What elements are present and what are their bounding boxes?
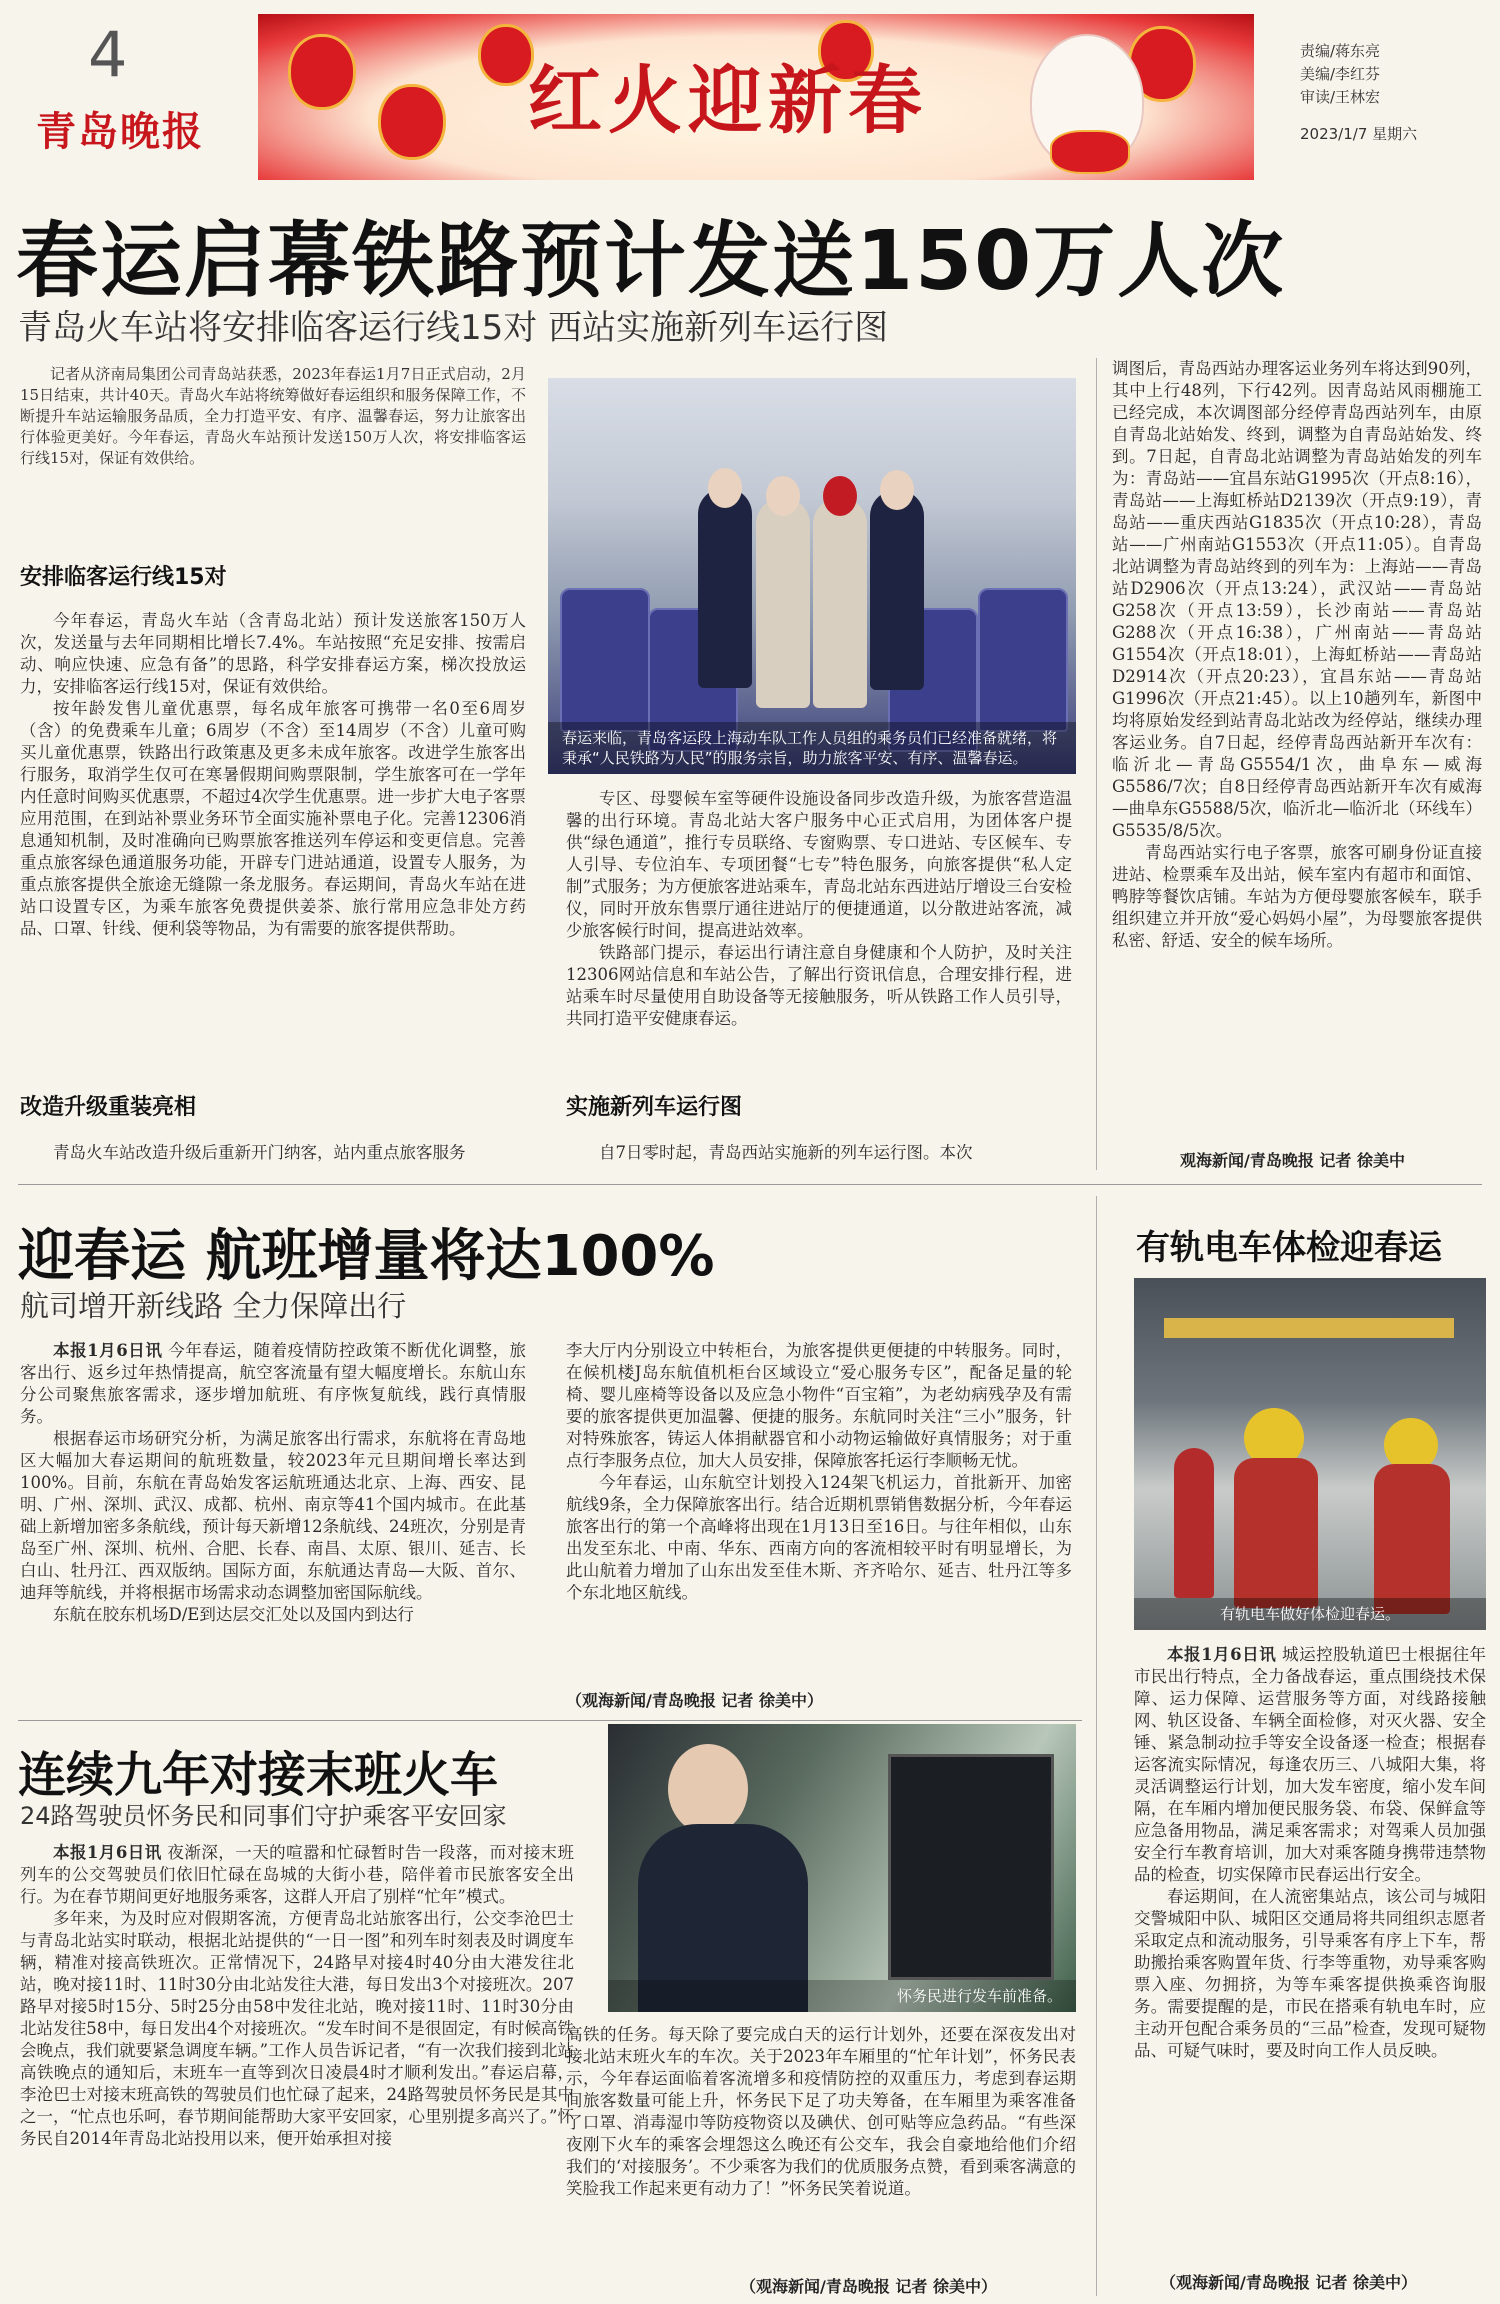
- article1-section-heading: 实施新列车运行图: [566, 1095, 743, 1120]
- dateline: 本报1月6日讯: [53, 1341, 163, 1360]
- banner-title: 红火迎新春: [528, 58, 928, 144]
- dateline: 本报1月6日讯: [53, 1843, 162, 1862]
- paragraph: 青岛火车站改造升级后重新开门纳客，站内重点旅客服务: [53, 1143, 466, 1162]
- lantern-icon: [378, 84, 446, 160]
- paragraph: 今年春运，青岛火车站（含青岛北站）预计发送旅客150万人次，发送量与去年同期相比增长7.4%。车站按照“充足安排、按需启动、响应快速、应急有备”的思路，科学安排春运方案，梯次投放运力，安排临客运行线15对，保证有效供给。: [20, 611, 526, 696]
- photo-caption: 有轨电车做好体检迎春运。: [1134, 1598, 1486, 1630]
- article4-headline: 连续九年对接末班火车: [18, 1747, 499, 1803]
- article1-section-heading: 安排临客运行线15对: [20, 565, 227, 590]
- editor-credit: 责编/蒋东亮: [1300, 42, 1381, 60]
- paragraph-text: 城运控股轨道巴士根据往年市民出行特点，全力备战春运，重点围绕技术保障、运力保障、运营服务等方面，对线路接触网、轨区设备、车辆全面检修，对灭火器、安全锤、紧急制动拉手等安全设备逐一检查；根据春运客流实际情况，每逢农历三、八城阳大集，将灵活调整运行计划，加大发车密度，缩小发车间隔，在车厢内增加便民服务袋、布袋、保鲜盒等应急备用物品，满足乘客需求；对驾乘人员加强安全行车教育培训，加大对乘客随身携带违禁物品的检查，切实保障市民春运出行安全。: [1134, 1645, 1486, 1884]
- paragraph: [20, 1842, 574, 1908]
- paragraph: 专区、母婴候车室等硬件设施设备同步改造升级，为旅客营造温馨的出行环境。青岛北站大客户服务中心正式启用，为团体客户提供“绿色通道”，推行专员联络、专窗购票、专口进站、专区候车、专人引导、专位泊车、专项团餐“七专”特色服务，向旅客提供“私人定制”式服务；为方便旅客进站乘车，青岛北站东西进站厅增设三台安检仪，同时开放东售票厅通往进站厅的便捷通道，以分散进站客流，减少旅客候行时间，提高进站效率。: [566, 789, 1072, 940]
- train-crew-photo: [548, 378, 1076, 774]
- article1-lead: [20, 364, 526, 524]
- article2-subheadline: 航司增开新线路 全力保障出行: [20, 1289, 407, 1323]
- paragraph-text: 今年春运，随着疫情防控政策不断优化调整，旅客出行、返乡过年热情提高，航空客流量有望大幅度增长。东航山东分公司聚焦旅客需求，逐步增加航班、有序恢复航线，践行真情服务。: [20, 1341, 526, 1426]
- paragraph: 李大厅内分别设立中转柜台，为旅客提供更便捷的中转服务。同时，在候机楼J岛东航值机柜台区域设立“爱心服务专区”，配备足量的轮椅、婴儿座椅等设备以及应急小物件“百宝箱”，为老幼病残孕及有需要的旅客提供更加温馨、便捷的服务。东航同时关注“三小”服务，针对特殊旅客，铸运人体捐献器官和小动物运输做好真情服务；对于重点行李服务点位，加大人员安排，保障旅客托运行李顺畅无忧。: [566, 1341, 1072, 1470]
- article1-subheadline: 青岛火车站将安排临客运行线15对 西站实施新列车运行图: [18, 308, 889, 348]
- article1-headline: 春运启幕铁路预计发送150万人次: [16, 214, 1286, 309]
- section-divider: [18, 1720, 1082, 1721]
- article2-headline: 迎春运 航班增量将达100%: [18, 1224, 715, 1289]
- article4-subheadline: 24路驾驶员怀务民和同事们守护乘客平安回家: [20, 1802, 507, 1830]
- article1-col1: [20, 610, 526, 1070]
- photo-caption: 怀务民进行发车前准备。: [608, 1980, 1076, 2012]
- article4-byline: （观海新闻/青岛晚报 记者 徐美中）: [740, 2277, 997, 2296]
- article1-col3: [1112, 358, 1482, 1144]
- paragraph: 调图后，青岛西站办理客运业务列车将达到90列，其中上行48列，下行42列。因青岛站风雨棚施工已经完成，本次调图部分经停青岛西站列车，由原自青岛北站始发、终到，调整为自青岛站始发、终到。7日起，自青岛北站调整为青岛站始发的列车为：青岛站——宜昌东站G1995次（开点8:16），青岛站——上海虹桥站D2139次（开点9:19），青岛站——重庆西站G1835次（开点10:28），青岛站——广州南站G1553次（开点11:05）。自青岛北站调整为青岛站终到的列车为：上海站——青岛站D2906次（开点13:24），武汉站——青岛站G258次（开点13:59），长沙南站——青岛站G288次（开点16:38），广州南站——青岛站G1554次（开点18:01），上海虹桥站——青岛站D2914次（开点20:23），宜昌东站——青岛站G1996次（开点21:45）。以上10趟列车，新图中均将原始发经到站青岛北站改为经停站，继续办理客运业务。自7日起，经停青岛西站新开车次有：临沂北—青岛G5554/1次，曲阜东—威海G5586/7次；自8日经停青岛西站新开车次有威海—曲阜东G5588/5次，临沂北—临沂北（环线车）G5535/8/5次。: [1112, 359, 1482, 840]
- column-divider: [1096, 1196, 1097, 2296]
- paragraph: 按年龄发售儿童优惠票，每名成年旅客可携带一名0至6周岁（含）的免费乘车儿童；6周岁（不含）至14周岁（不含）儿童可购买儿童优惠票，铁路出行政策惠及更多未成年旅客。改进学生旅客出行服务，取消学生仅可在寒暑假期间购票限制，学生旅客可在一学年内任意时间购买优惠票，不超过4次学生优惠票。进一步扩大电子客票应用范围，在到站补票业务环节全面实施补票电子化。完善12306消息通知机制，及时准确向已购票旅客推送列车停运和变更信息。完善重点旅客绿色通道服务功能，开辟专门进站通道，设置专人服务，为重点旅客提供全旅途无缝隙一条龙服务。春运期间，青岛火车站在进站口设置专区，为乘车旅客免费提供姜茶、旅行常用应急非处方药品、口罩、针线、便利袋等物品，为有需要的旅客提供帮助。: [20, 699, 526, 938]
- article3-headline: 有轨电车体检迎春运: [1136, 1228, 1442, 1268]
- photo-caption: 春运来临，青岛客运段上海动车队工作人员组的乘务员们已经准备就绪，将秉承“人民铁路为人民”的服务宗旨，助力旅客平安、有序、温馨春运。: [548, 722, 1076, 774]
- paragraph: 青岛西站实行电子客票，旅客可刷身份证直接进站、检票乘车及出站，候车室内有超市和面馆、鸭脖等餐饮店铺。车站为方便母婴旅客候车，联手组织建立并开放“爱心妈妈小屋”，为母婴旅客提供私密、舒适、安全的候车场所。: [1112, 843, 1482, 950]
- section-divider: [18, 1184, 1482, 1185]
- article1-col1-end: [20, 1142, 526, 1166]
- lantern-icon: [478, 24, 534, 86]
- page-number: 4: [88, 18, 128, 91]
- paragraph: 自7日零时起，青岛西站实施新的列车运行图。本次: [599, 1143, 973, 1162]
- article3-byline: （观海新闻/青岛晚报 记者 徐美中）: [1160, 2273, 1417, 2292]
- paragraph: 东航在胶东机场D/E到达层交汇处以及国内到达行: [53, 1605, 414, 1624]
- article1-col2-end: [566, 1142, 1072, 1166]
- paragraph: 高铁的任务。每天除了要完成白天的运行计划外，还要在深夜发出对接北站末班火车的车次。关于2023年车厢里的“忙年计划”，怀务民表示，今年春运面临着客流增多和疫情防控的双重压力，考虑到春运期间旅客数量可能上升，怀务民下足了功夫筹备，在车厢里为乘客准备了口罩、消毒湿巾等防疫物资以及碘伏、创可贴等应急药品。“有些深夜刚下火车的乘客会埋怨这么晚还有公交车，我会自豪地给他们介绍我们的‘对接服务’。不少乘客为我们的优质服务点赞，看到乘客满意的笑脸我工作起来更有动力了！”怀务民笑着说道。: [566, 2025, 1076, 2198]
- article3-body: [1134, 1644, 1486, 2260]
- paragraph: 多年来，为及时应对假期客流，方便青岛北站旅客出行，公交李沧巴士与青岛北站实时联动，根据北站提供的“一日一图”和列车时刻表及时调度车辆，精准对接高铁班次。正常情况下，24路早对接4时40分由大港发往北站，晚对接11时、11时30分由北站发往大港，每日发出3个对接班次。207路早对接5时15分、5时25分由58中发往北站，晚对接11时、11时30分由北站发往58中，每日发出4个对接班次。“发车时间不是很固定，有时候高铁会晚点，我们就要紧急调度车辆。”工作人员告诉记者，“有一次我们接到北站高铁晚点的通知后，末班车一直等到次日凌晨4时才顺利发出。”春运启幕，李沧巴士对接末班高铁的驾驶员们也忙碌了起来，24路驾驶员怀务民是其中之一，“忙点也乐呵，春节期间能帮助大家平安回家，心里别提多高兴了。”怀务民自2014年青岛北站投用以来，便开始承担对接: [20, 1909, 574, 2148]
- article4-col2: [566, 2024, 1076, 2270]
- article2-col1: [20, 1340, 526, 1710]
- paragraph: 铁路部门提示，春运出行请注意自身健康和个人防护，及时关注12306网站信息和车站公告，了解出行资讯信息，合理安排行程，进站乘车时尽量使用自助设备等无接触服务，听从铁路工作人员引导，共同打造平安健康春运。: [566, 943, 1072, 1028]
- paragraph: [1134, 1644, 1486, 1886]
- article1-col2: [566, 788, 1072, 1068]
- paragraph: 今年春运，山东航空计划投入124架飞机运力，首批新开、加密航线9条，全力保障旅客出行。结合近期机票销售数据分析，今年春运旅客出行的第一个高峰将出现在1月13日至16日。与往年相似，山东出发至东北、中南、华东、西南方向的客流相较平时有明显增长，为此山航着力增加了山东出发至佳木斯、齐齐哈尔、延吉、牡丹江等多个东北地区航线。: [566, 1473, 1072, 1602]
- bus-driver-photo: [608, 1724, 1076, 2012]
- issue-date: 2023/1/7 星期六: [1300, 125, 1418, 143]
- festival-banner: [258, 14, 1254, 180]
- designer-credit: 美编/李红芬: [1300, 65, 1381, 83]
- article1-section-heading: 改造升级重装亮相: [20, 1095, 197, 1120]
- article2-col2: [566, 1340, 1072, 1684]
- editor-credits: [1300, 40, 1417, 146]
- lantern-icon: [288, 34, 356, 110]
- article1-byline: 观海新闻/青岛晚报 记者 徐美中: [1180, 1151, 1405, 1170]
- tram-inspection-photo: [1134, 1278, 1486, 1630]
- paragraph: 春运期间，在人流密集站点，该公司与城阳交警城阳中队、城阳区交通局将共同组织志愿者采取定点和流动服务，引导乘客有序上下车，帮助搬抬乘客购置年货、行李等重物，劝导乘客购票入座、勿拥挤，为等车乘客提供换乘咨询服务。需要提醒的是，市民在搭乘有轨电车时，应主动开包配合乘务员的“三品”检查，发现可疑物品、可疑气味时，要及时向工作人员反映。: [1134, 1887, 1486, 2060]
- paragraph-text: 夜渐深，一天的喧嚣和忙碌暂时告一段落，而对接末班列车的公交驾驶员们依旧忙碌在岛城的大街小巷，陪伴着市民旅客安全出行。为在春节期间更好地服务乘客，这群人开启了别样“忙年”模式。: [20, 1843, 574, 1906]
- paragraph: [20, 1340, 526, 1428]
- rabbit-illustration: [1030, 34, 1144, 168]
- article2-byline: （观海新闻/青岛晚报 记者 徐美中）: [566, 1691, 823, 1710]
- column-divider: [1096, 358, 1097, 1170]
- dateline: 本报1月6日讯: [1167, 1645, 1277, 1664]
- newspaper-logo: 青岛晚报: [36, 108, 204, 155]
- article1-lead-text: 记者从济南局集团公司青岛站获悉，2023年春运1月7日正式启动，2月15日结束，共计40天。青岛火车站将统筹做好春运组织和服务保障工作，不断提升车站运输服务品质，全力打造平安、有序、温馨春运，努力让旅客出行体验更美好。今年春运，青岛火车站预计发送150万人次，将安排临客运行线15对，保证有效供给。: [20, 365, 526, 467]
- paragraph: 根据春运市场研究分析，为满足旅客出行需求，东航将在青岛地区大幅加大春运期间的航班数量，较2023年元旦期间增长率达到100%。目前，东航在青岛始发客运航班通达北京、上海、西安、昆明、广州、深圳、武汉、成都、杭州、南京等41个国内城市。在此基础上新增加密多条航线，预计每天新增12条航线、24班次，分别是青岛至广州、深圳、杭州、合肥、长春、南昌、太原、银川、延吉、长白山、牡丹江、西双版纳。国际方面，东航通达青岛—大阪、首尔、迪拜等航线，并将根据市场需求动态调整加密国际航线。: [20, 1429, 526, 1602]
- proofreader-credit: 审读/王林宏: [1300, 88, 1381, 106]
- article4-col1: [20, 1842, 574, 2298]
